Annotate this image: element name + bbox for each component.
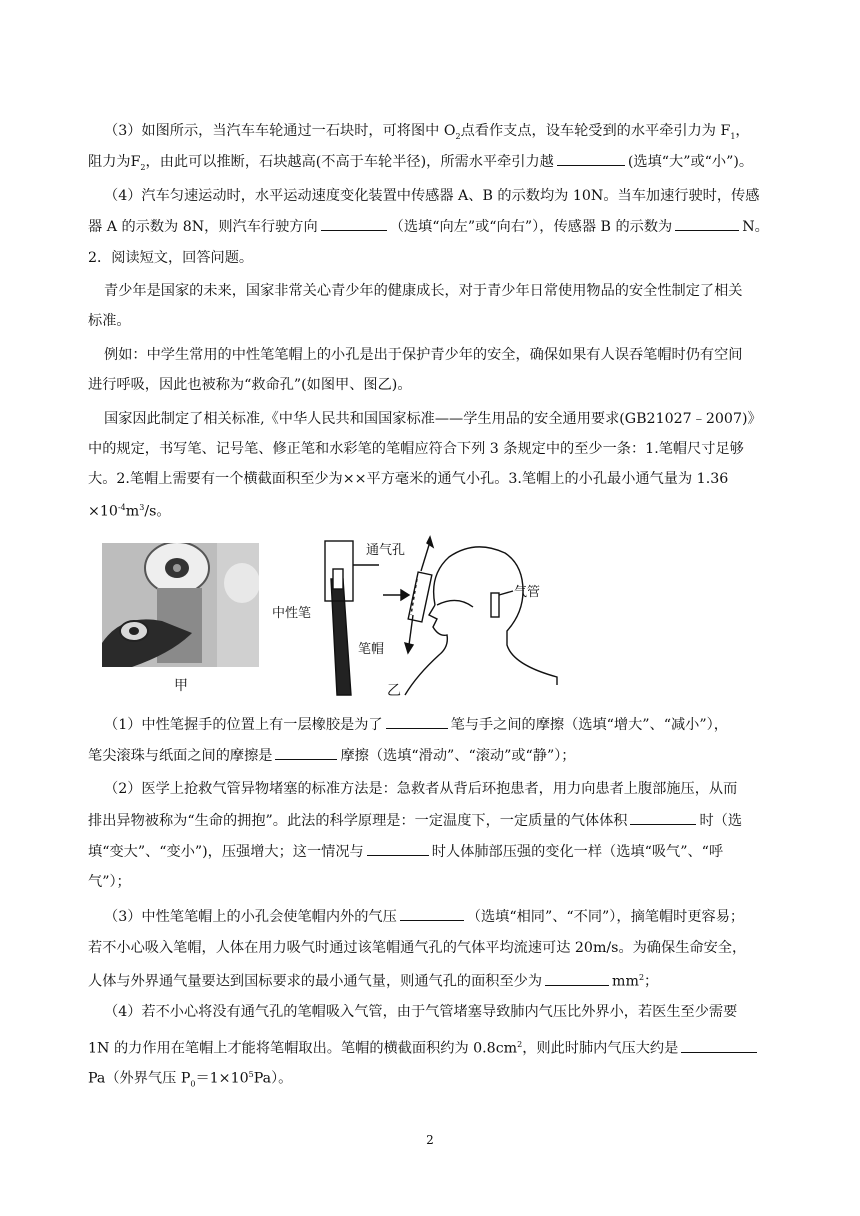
photo-pen-cap-illustration [102, 543, 259, 667]
photo-pen-cap [102, 543, 259, 667]
a4-line-1: （4）若不小心将没有通气孔的笔帽吸入气管，由于气管堵塞导致肺内气压比外界小，若医生至少需要 [104, 1004, 738, 1020]
a4-line-3: Pa（外界气压 $P_0=1\times 10^5Pa$）。 [88, 1070, 293, 1089]
a3-line-1: （3）中性笔笔帽上的小孔会使笔帽内外的气压 （选填“相同”、“不同”），摘笔帽时更容易； [104, 906, 804, 928]
para-3-line-1: 国家因此制定了相关标准,《中华人民共和国国家标准——学生用品的安全通用要求(GB21027﹣2007)》 [104, 411, 762, 427]
a4-line-2: 1N 的力作用在笔帽上才能将笔帽取出。笔帽的横截面积约为 $0.8cm^2$，则此时肺内气压大约是 [88, 1034, 788, 1060]
answer-blank[interactable] [321, 216, 387, 231]
para-3-line-2: 中的规定，书写笔、记号笔、修正笔和水彩笔的笔帽应符合下列 3 条规定中的至少一条：1.笔帽尺寸足够 [88, 441, 744, 457]
label-vent-hole: 通气孔 [366, 543, 406, 558]
a1-line-1: （1）中性笔握手的位置上有一层橡胶是为了 笔与手之间的摩擦（选填“增大”、“减小”）， [104, 714, 804, 736]
caption-yi: 乙 [387, 683, 401, 699]
para-2-line-1: 例如：中学生常用的中性笔笔帽上的小孔是出于保护青少年的安全，确保如果有人误吞笔帽时仍有空间 [104, 347, 743, 363]
para-2-line-2: 进行呼吸，因此也被称为“救命孔”(如图甲、图乙)。 [88, 377, 412, 393]
q3-line-1: （3）如图所示，当汽车车轮通过一石块时，可将图中 $O_2$点看作支点，设车轮受到的水平牵引力为 $F_1$， [104, 123, 750, 141]
a3-line-3: 人体与外界通气量要达到国标要求的最小通气量，则通气孔的面积至少为 $mm^2$； [88, 967, 788, 993]
answer-blank[interactable] [557, 151, 625, 166]
figure-pen-cap [102, 535, 582, 705]
page-number: 2 [426, 1133, 434, 1147]
diagram-pen-airway [317, 535, 567, 700]
answer-blank[interactable] [367, 841, 429, 856]
q3-line-2: 阻力为$F_2$，由此可以推断，石块越高(不高于车轮半径)，所需水平牵引力越 (选填“大”或“小”)。 [88, 151, 788, 179]
a1-line-2: 笔尖滚珠与纸面之间的摩擦是 摩擦（选填“滑动”、“滚动”或“静”）； [88, 745, 788, 767]
a2-line-3: 填“变大”、“变小”)，压强增大；这一情况与 时人体肺部压强的变化一样（选填“吸气”、“呼 [88, 841, 788, 863]
para-1-line-2: 标准。 [88, 313, 131, 329]
q4-line-2: 器 A 的示数为 8N，则汽车行驶方向 （选填“向左”或“向右”），传感器 B 的示数为 N。 [88, 216, 788, 238]
a2-line-4: 气”）； [88, 874, 131, 890]
q4-line-1: （4）汽车匀速运动时，水平运动速度变化装置中传感器 A、B 的示数均为 10N。当车加速行驶时，传感 [104, 188, 760, 204]
answer-blank[interactable] [275, 745, 337, 760]
label-pen-cap: 笔帽 [358, 642, 385, 657]
answer-blank[interactable] [675, 216, 739, 231]
caption-jia: 甲 [174, 678, 188, 694]
a2-line-1: （2）医学上抢救气管异物堵塞的标准方法是：急救者从背后环抱患者，用力向患者上腹部施压，从而 [104, 781, 738, 797]
answer-blank[interactable] [630, 810, 696, 825]
a2-line-2: 排出异物被称为“生命的拥抱”。此法的科学原理是：一定温度下，一定质量的气体体积 时（选 [88, 810, 788, 832]
para-1-line-1: 青少年是国家的未来，国家非常关心青少年的健康成长，对于青少年日常使用物品的安全性制定了相关 [104, 283, 743, 299]
section-2-heading: 2．阅读短文，回答问题。 [88, 250, 254, 266]
para-3-line-4: $\times 10^{-4}m^3/s$。 [88, 503, 171, 520]
answer-blank[interactable] [681, 1038, 757, 1053]
answer-blank[interactable] [545, 971, 609, 986]
label-neutral-pen: 中性笔 [272, 606, 312, 621]
para-3-line-3: 大。2.笔帽上需要有一个横截面积至少为××平方毫米的通气小孔。3.笔帽上的小孔最小通气量为 1.36 [88, 471, 729, 487]
answer-blank[interactable] [386, 714, 448, 729]
label-trachea: 气管 [514, 585, 541, 600]
a3-line-2: 若不小心吸入笔帽，人体在用力吸气时通过该笔帽通气孔的气体平均流速可达 20m/s。为确保生命安全， [88, 940, 747, 956]
answer-blank[interactable] [400, 906, 464, 921]
